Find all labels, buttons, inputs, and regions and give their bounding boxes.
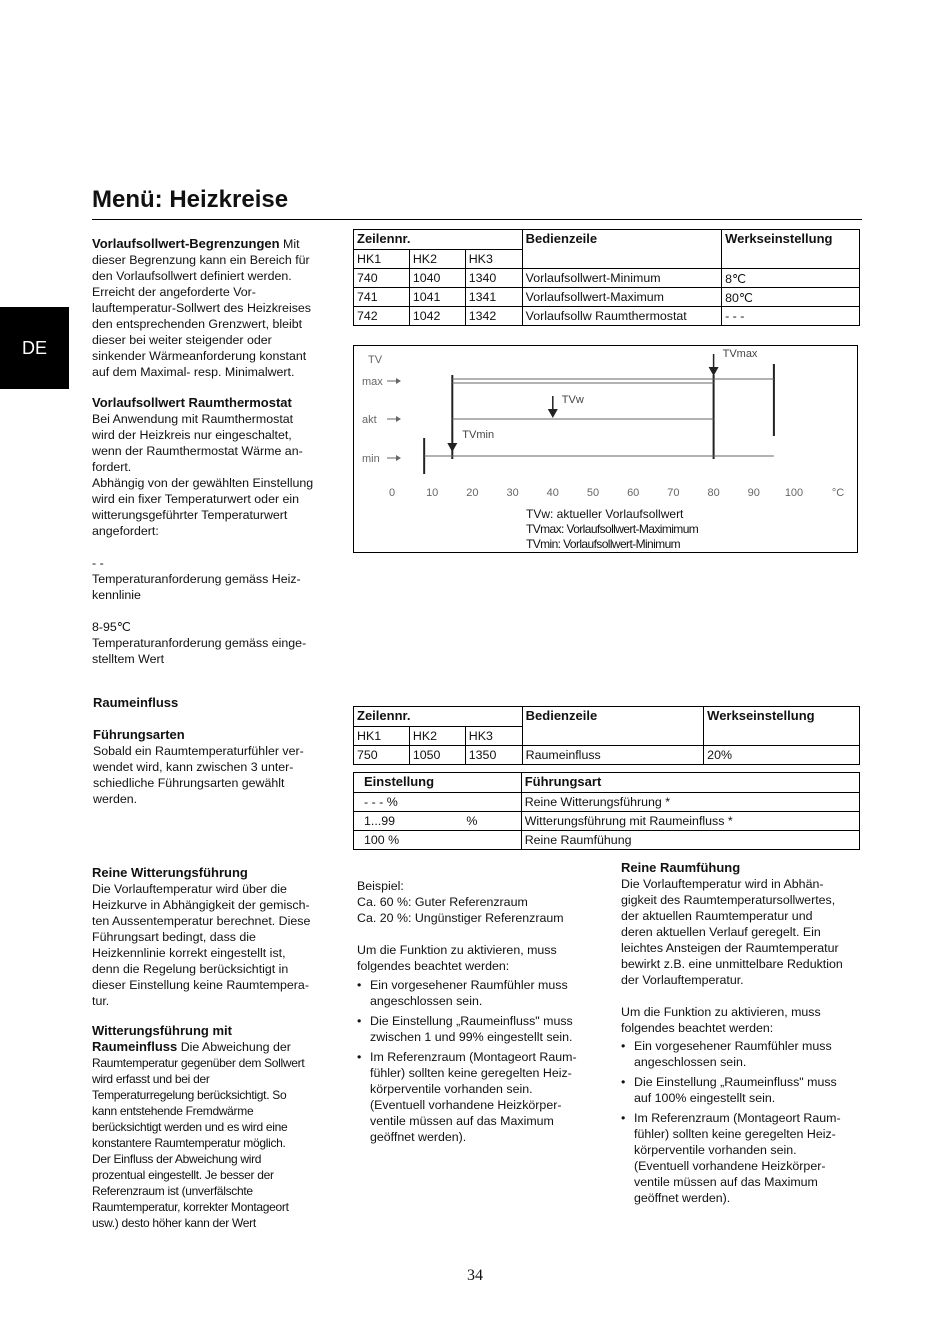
section-body: Sobald ein Raumtemperaturfühler ver- wendet wird, kann zwischen 3 unter- schiedliche Führungsarten gewählt werden. — [93, 744, 304, 806]
cell-einstellung-unit — [463, 793, 521, 812]
option-value: - - — [92, 556, 104, 570]
y-level-label-max: max — [362, 376, 383, 388]
table-room-influence — [353, 706, 860, 765]
cell-hk2: 1041 — [409, 288, 465, 307]
cell-hk1: 750 — [354, 746, 410, 765]
cell-einstellung-unit: % — [463, 812, 521, 831]
col-header-zeilennr: Zeilennr. — [354, 230, 523, 250]
section-body: Die Vorlauftemperatur wird in Abhän- gigkeit des Raumtemperatursollwertes, der aktuellen Raumtemperatur und deren aktuellen Verlauf geregelt. Ein leichtes Ansteigen der Raumtemperatur bewirkt z.B. eine unmittelbare Reduktion der Vorlauftemperatur. — [621, 877, 843, 987]
cell-werkseinstellung: 20% — [704, 746, 860, 765]
cell-einstellung: - - - % — [354, 793, 464, 812]
language-tab: DE — [0, 307, 69, 389]
cell-hk3: 1350 — [465, 746, 522, 765]
y-level-arrow — [396, 378, 401, 384]
section-inline-text: Mit — [279, 237, 300, 251]
marker-TVmax — [709, 367, 719, 376]
activation-list — [621, 1038, 866, 1206]
cell-bedienzeile: Raumeinfluss — [522, 746, 704, 765]
x-tick-label: 40 — [546, 487, 559, 499]
cell-werkseinstellung: 80℃ — [722, 288, 860, 307]
cell-bedienzeile: Vorlaufsollw Raumthermostat — [522, 307, 721, 326]
marker-label-TVmax: TVmax — [722, 348, 758, 360]
marker-TVw — [548, 409, 558, 418]
section-weather-only — [92, 865, 342, 1009]
y-axis-label: TV — [368, 354, 383, 366]
cell-hk1: 740 — [354, 269, 410, 288]
option-heating-curve — [92, 555, 342, 603]
col-header-bedienzeile: Bedienzeile — [522, 707, 704, 746]
activation-intro: Um die Funktion zu aktivieren, muss folgendes beachtet werden: — [357, 943, 557, 973]
cell-bedienzeile: Vorlaufsollwert-Minimum — [522, 269, 721, 288]
marker-label-TVw: TVw — [561, 394, 584, 406]
y-level-label-min: min — [362, 453, 380, 465]
option-text: Temperaturanforderung gemäss Heiz- kennlinie — [92, 572, 301, 602]
cell-einstellung: 100 % — [354, 831, 464, 850]
legend-entry: TVmax: Vorlaufsollwert-Maximimum — [526, 522, 699, 536]
cell-hk2: 1042 — [409, 307, 465, 326]
col-header-fuehrungsart: Führungsart — [521, 773, 859, 793]
x-axis-unit: °C — [831, 487, 845, 499]
section-body: Bei Anwendung mit Raumthermostat wird der Heizkreis nur eingeschaltet, wenn der Raumthermostat Wärme an- fordert. Abhängig von der gewählten Einstellung wird ein fixer Temperaturwert oder ein witterungsgeführter Temperaturwert angefordert: — [92, 412, 314, 538]
table-row — [354, 793, 860, 812]
cell-fuehrungsart: Reine Witterungsführung * — [521, 793, 859, 812]
section-heading: Reine Raumfühung — [621, 860, 741, 875]
legend-entry: TVmin: Vorlaufsollwert-Minimum — [526, 537, 681, 551]
activation-list — [357, 977, 602, 1145]
y-level-arrow — [396, 455, 401, 461]
activation-intro: Um die Funktion zu aktivieren, muss folgendes beachtet werden: — [621, 1005, 821, 1035]
col-header-bedienzeile: Bedienzeile — [522, 230, 721, 269]
col-header-werkseinstellung: Werkseinstellung — [722, 230, 860, 269]
list-item: • Im Referenzraum (Montageort Raum- fühler) sollten keine geregelten Heiz- körperventile vorhanden sein. (Eventuell vorhandene Heizkörper- ventile müssen auf das Maximum geöffnet werden). — [621, 1110, 866, 1206]
cell-bedienzeile: Vorlaufsollwert-Maximum — [522, 288, 721, 307]
x-tick-label: 80 — [707, 487, 720, 499]
section-heading: Reine Witterungsführung — [92, 865, 248, 880]
marker-TVmin — [447, 443, 457, 452]
y-level-label-akt: akt — [362, 414, 377, 426]
example-text: Beispiel: Ca. 60 %: Guter Referenzraum Ca. 20 %: Ungünstiger Referenzraum — [357, 879, 564, 925]
table-flow-limits — [353, 229, 860, 326]
option-text: Temperaturanforderung gemäss einge- stelltem Wert — [92, 636, 307, 666]
table-row — [354, 269, 860, 288]
list-item: • Die Einstellung „Raumeinfluss" muss auf 100% eingestellt sein. — [621, 1074, 866, 1106]
subheader-hk2: HK2 — [409, 250, 465, 269]
cell-hk2: 1050 — [409, 746, 465, 765]
page-number: 34 — [467, 1267, 483, 1284]
list-item: • Ein vorgesehener Raumfühler muss angeschlossen sein. — [621, 1038, 866, 1070]
section-body: Die Vorlauftemperatur wird über die Heizkurve in Abhängigkeit der gemisch- ten Aussentemperatur berechnet. Diese Führungsart bedingt, dass die Heizkennlinie korrekt eingestellt ist, denn die Regelung berücksichtigt in dieser Einstellung keine Raumtempera- tur. — [92, 882, 311, 1008]
cell-hk1: 741 — [354, 288, 410, 307]
section-body: dieser Begrenzung kann ein Bereich für den Vorlaufsollwert definiert werden. Erreicht der angeforderte Vor- lauftemperatur-Sollwert des Heizkreises den entsprechenden Grenzwert, bleibt dieser bei weiter steigender oder sinkender Wärmeanforderung konstant auf dem Maximal- resp. Minimalwert. — [92, 253, 311, 379]
section-heading: Witterungsführung mit — [92, 1023, 232, 1038]
section-room-thermostat — [92, 395, 342, 539]
cell-hk3: 1341 — [465, 288, 522, 307]
section-room-only — [621, 860, 871, 988]
x-tick-label: 60 — [627, 487, 640, 499]
x-tick-label: 30 — [506, 487, 519, 499]
marker-label-TVmin: TVmin — [462, 429, 495, 441]
x-tick-label: 10 — [426, 487, 439, 499]
legend-entry: TVw: aktueller Vorlaufsollwert — [526, 507, 684, 521]
cell-hk1: 742 — [354, 307, 410, 326]
section-heading: Vorlaufsollwert-Begrenzungen — [92, 236, 280, 251]
list-item: • Im Referenzraum (Montageort Raum- fühler) sollten keine geregelten Heiz- körperventile vorhanden sein. (Eventuell vorhandene Heizkörper- ventile müssen auf das Maximum geöffnet werden). — [357, 1049, 602, 1145]
cell-hk3: 1340 — [465, 269, 522, 288]
x-tick-label: 90 — [747, 487, 760, 499]
section-heading-cont: Raumeinfluss — [92, 1039, 178, 1054]
table-row — [354, 307, 860, 326]
table-control-types — [353, 772, 860, 850]
table-row — [354, 288, 860, 307]
cell-einstellung-unit — [463, 831, 521, 850]
flow-limit-chart — [353, 345, 858, 553]
cell-werkseinstellung: - - - — [722, 307, 860, 326]
subheader-hk2: HK2 — [409, 727, 465, 746]
title-rule — [92, 219, 862, 220]
option-value: 8-95℃ — [92, 620, 131, 634]
section-body: Raumtemperatur gegenüber dem Sollwert wird erfasst und bei der Temperaturregelung berücksichtigt. So kann entstehende Fremdwärme berücksichtigt werden und es wird eine konstantere Raumtemperatur möglich. Der Einfluss der Abweichung wird prozentual eingestellt. Je besser der Referenzraum ist (unverfälschte Raumtemperatur, korrekter Montageort usw.) desto höher kann der Wert — [92, 1056, 305, 1230]
cell-werkseinstellung: 8℃ — [722, 269, 860, 288]
cell-hk3: 1342 — [465, 307, 522, 326]
page-title: Menü: Heizkreise — [92, 186, 289, 213]
subheader-hk3: HK3 — [465, 250, 522, 269]
list-item: • Ein vorgesehener Raumfühler muss angeschlossen sein. — [357, 977, 602, 1009]
col-header-zeilennr: Zeilennr. — [354, 707, 523, 727]
subheader-hk1: HK1 — [354, 250, 410, 269]
list-item: • Die Einstellung „Raumeinfluss" muss zwischen 1 und 99% eingestellt sein. — [357, 1013, 602, 1045]
cell-fuehrungsart: Reine Raumfühung — [521, 831, 859, 850]
cell-fuehrungsart: Witterungsführung mit Raumeinfluss * — [521, 812, 859, 831]
cell-hk2: 1040 — [409, 269, 465, 288]
section-heading: Führungsarten — [93, 727, 185, 742]
section-control-types — [93, 727, 343, 807]
subheader-hk3: HK3 — [465, 727, 522, 746]
x-tick-label: 20 — [466, 487, 479, 499]
x-tick-label: 100 — [784, 487, 804, 499]
chart-svg — [354, 346, 856, 551]
table-row — [354, 812, 860, 831]
table-row — [354, 746, 860, 765]
x-tick-label: 0 — [388, 487, 396, 499]
section-weather-room — [92, 1023, 342, 1231]
section-inline-text: Die Abweichung der — [177, 1040, 291, 1054]
x-tick-label: 70 — [667, 487, 680, 499]
cell-einstellung: 1...99 — [354, 812, 464, 831]
section-flow-limits — [92, 236, 337, 380]
col-header-werkseinstellung: Werkseinstellung — [704, 707, 860, 746]
y-level-arrow — [396, 416, 401, 422]
table-row — [354, 831, 860, 850]
x-tick-label: 50 — [586, 487, 600, 499]
subheader-hk1: HK1 — [354, 727, 410, 746]
option-fixed-value — [92, 619, 342, 667]
col-header-einstellung: Einstellung — [354, 773, 522, 793]
section-heading-raumeinfluss: Raumeinfluss — [93, 695, 179, 710]
section-heading: Vorlaufsollwert Raumthermostat — [92, 395, 292, 410]
